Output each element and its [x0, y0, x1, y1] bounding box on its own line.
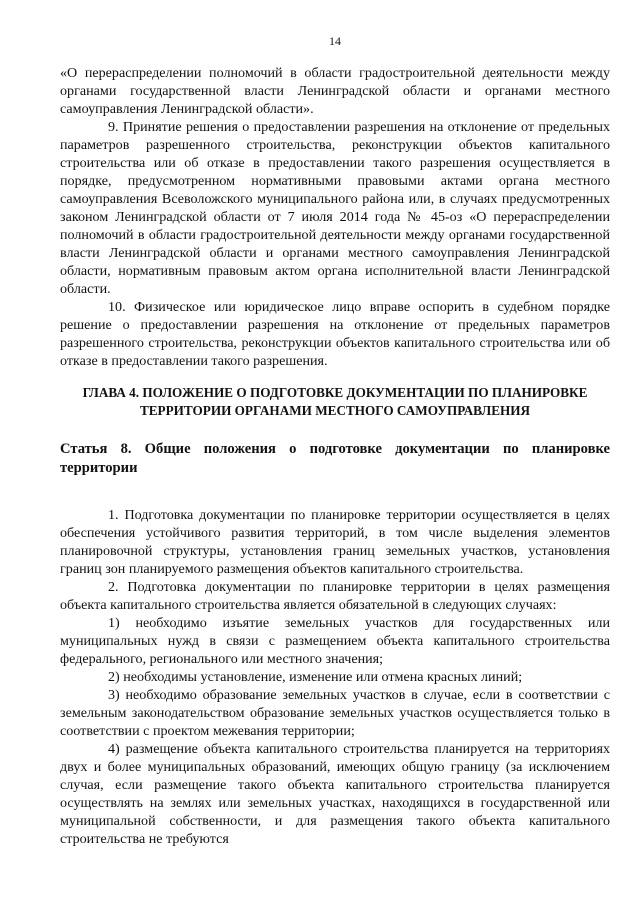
page-content — [60, 64, 610, 848]
list-item-4: 4) размещение объекта капитального строительства планируется на территориях двух и более муниципальных образований, имеющих общую границу (за исключением случая, если размещение такого объекта капитального строительства планируется осуществлять на землях или земельных участках, находящихся в государственной или муниципальной собственности, и для размещения такого объекта капитального строительства не требуются — [60, 741, 610, 847]
paragraph-item-10: 10. Физическое или юридическое лицо вправе оспорить в судебном порядке решение о предоставлении разрешения на отклонение от предельных параметров разрешенного строительства, реконструкции объектов капитального строительства или об отказе в предоставлении такого разрешения. — [60, 299, 610, 369]
page-number: 14 — [329, 34, 341, 48]
article-heading: Статья 8. Общие положения о подготовке документации по планировке территории — [60, 441, 610, 476]
document-page — [60, 0, 610, 905]
list-item-1: 1) необходимо изъятие земельных участков для государственных или муниципальных нужд в связи с размещением объекта капитального строительства федерального, регионального или местного значения; — [60, 615, 610, 667]
paragraph-article-item-2: 2. Подготовка документации по планировке территории в целях размещения объекта капитального строительства является обязательной в следующих случаях: — [60, 579, 610, 613]
paragraph-item-9: 9. Принятие решения о предоставлении разрешения на отклонение от предельных параметров разрешенного строительства, реконструкции объектов капитального строительства или об отказе в предоставлении такого разрешения осуществляется в порядке, предусмотренном нормативными правовыми актами органа местного самоуправления Всеволожского муниципального района или, в случаях предусмотренных законом Ленинградской области от 7 июля 2014 года № 45-оз «О перераспределении полномочий в области градостроительной деятельности между органами государственной власти Ленинградской области и органами местного самоуправления Ленинградской области, нормативным правовым актом органа исполнительной власти Ленинградской области. — [60, 119, 610, 297]
list-item-2: 2) необходимы установление, изменение или отмена красных линий; — [108, 669, 523, 685]
chapter-heading: ГЛАВА 4. ПОЛОЖЕНИЕ О ПОДГОТОВКЕ ДОКУМЕНТАЦИИ ПО ПЛАНИРОВКЕ ТЕРРИТОРИИ ОРГАНАМИ МЕСТНОГО САМОУПРАВЛЕНИЯ — [82, 385, 588, 418]
paragraph-article-item-1: 1. Подготовка документации по планировке территории осуществляется в целях обеспечения устойчивого развития территорий, в том числе выделения элементов планировочной структуры, установления границ земельных участков, установления границ зон планируемого размещения объектов капитального строительства. — [60, 507, 610, 577]
paragraph-continuation: «О перераспределении полномочий в области градостроительной деятельности между органами государственной власти Ленинградской области и органами местного самоуправления Ленинградской области». — [60, 65, 610, 117]
list-item-3: 3) необходимо образование земельных участков в случае, если в соответствии с земельным законодательством образование земельных участков осуществляется только в соответствии с проектом межевания территории; — [60, 687, 610, 739]
